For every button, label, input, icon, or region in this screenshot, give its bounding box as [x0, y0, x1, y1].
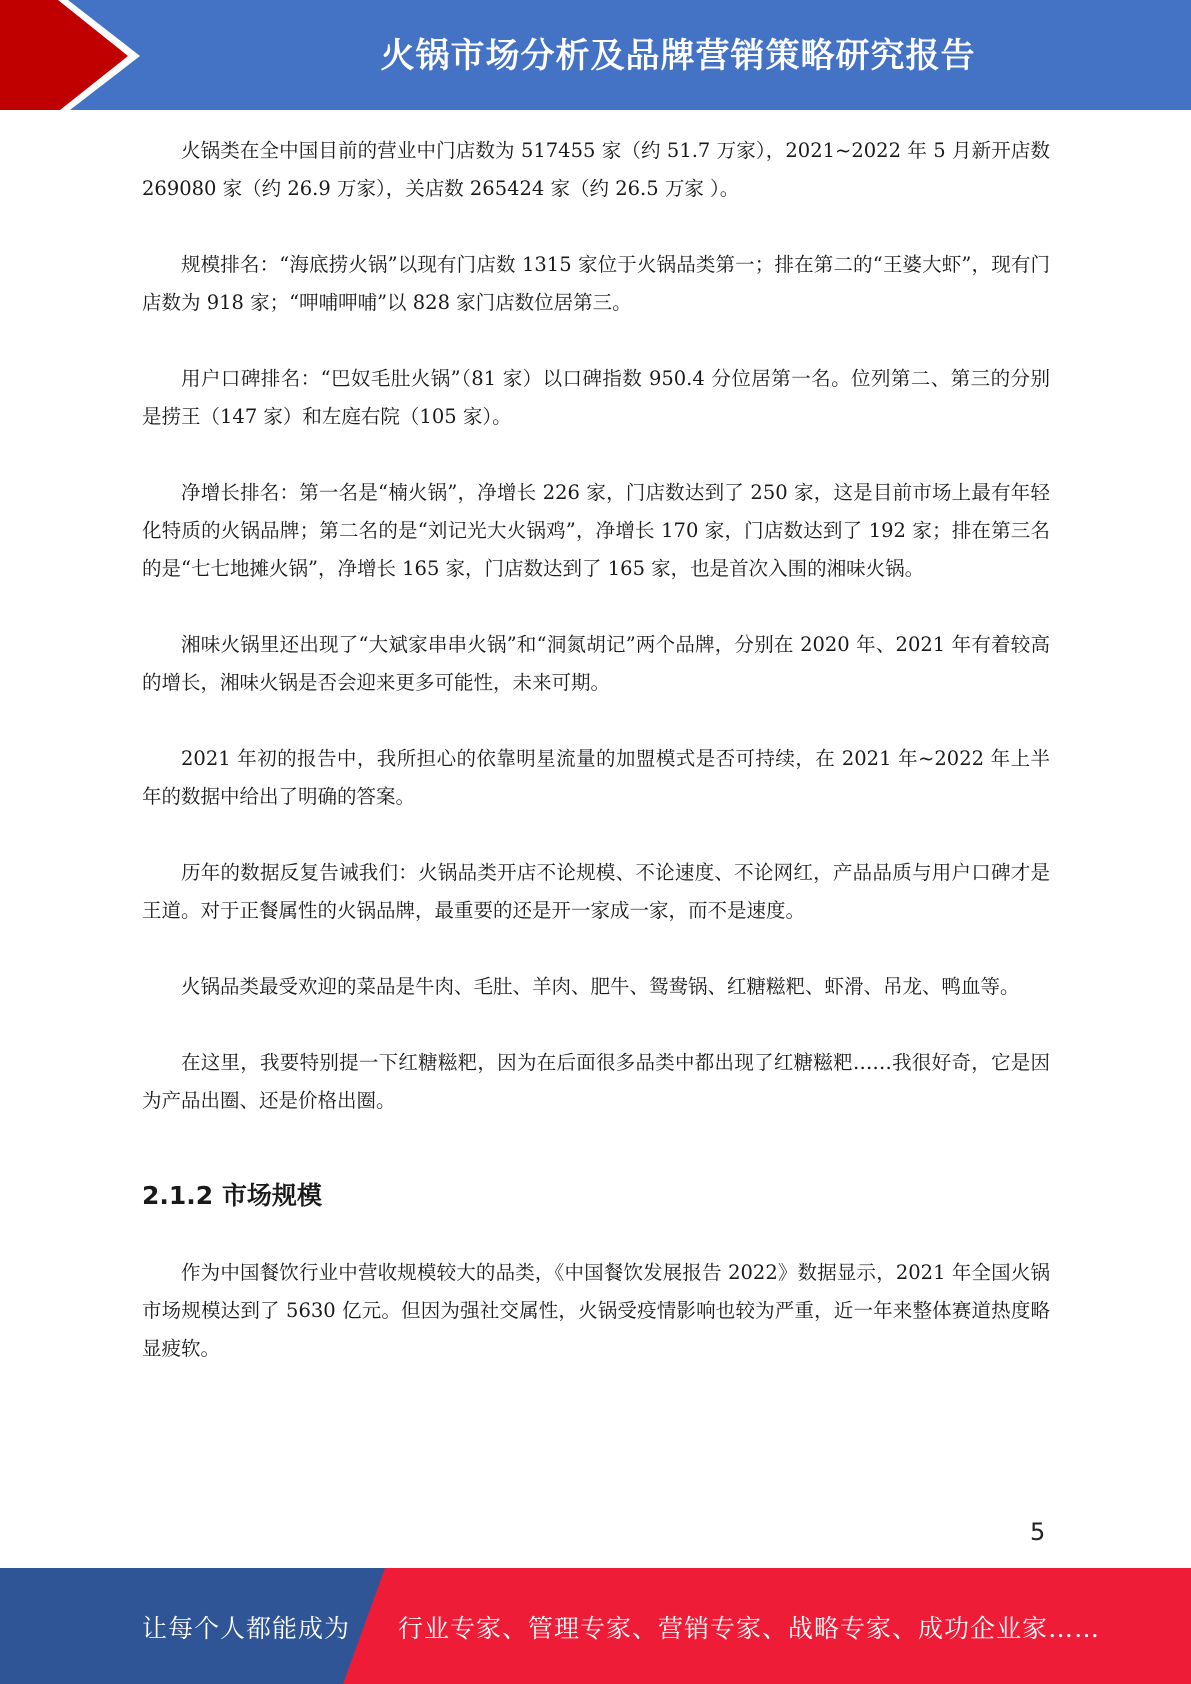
footer-slogan-left: 让每个人都能成为 — [142, 1614, 351, 1643]
paragraph-market-size: 作为中国餐饮行业中营收规模较大的品类，《中国餐饮发展报告 2022》数据显示，2021 年全国火锅市场规模达到了 5630 亿元。但因为强社交属性，火锅受疫情影响也较为严重，近一年来整体赛道热度略显疲软。 — [142, 1261, 1050, 1360]
section-heading-market-size: 2.1.2 市场规模 — [142, 1181, 322, 1210]
paragraph-franchise-model: 2021 年初的报告中，我所担心的依靠明星流量的加盟模式是否可持续，在 2021 年~2022 年上半年的数据中给出了明确的答案。 — [142, 747, 1050, 808]
footer-slogan-right: 行业专家、管理专家、营销专家、战略专家、成功企业家…… — [398, 1614, 1101, 1643]
paragraph-popular-dishes: 火锅品类最受欢迎的菜品是牛肉、毛肚、羊肉、肥牛、鸳鸯锅、红糖糍粑、虾滑、吊龙、鸭血等。 — [181, 975, 1020, 998]
paragraph-scale-ranking: 规模排名：“海底捞火锅”以现有门店数 1315 家位于火锅品类第一；排在第二的“王婆大虾”，现有门店数为 918 家；“呷哺呷哺”以 828 家门店数位居第三。 — [142, 253, 1050, 314]
paragraph-net-growth-ranking: 净增长排名：第一名是“楠火锅”，净增长 226 家，门店数达到了 250 家，这是目前市场上最有年轻化特质的火锅品牌；第二名的是“刘记光大火锅鸡”，净增长 170 家，门店数达到了 192 家；排在第三名的是“七七地摊火锅”，净增长 165 家，门店数达到了 165 家，也是首次入围的湘味火锅。 — [142, 481, 1050, 580]
paragraph-reputation-ranking: 用户口碑排名：“巴奴毛肚火锅”（81 家）以口碑指数 950.4 分位居第一名。位列第二、第三的分别是捞王（147 家）和左庭右院（105 家）。 — [142, 367, 1050, 428]
document-body — [142, 132, 1050, 1406]
paragraph-brown-sugar-cake: 在这里，我要特别提一下红糖糍粑，因为在后面很多品类中都出现了红糖糍粑……我很好奇，它是因为产品出圈、还是价格出圈。 — [142, 1051, 1050, 1112]
report-title: 火锅市场分析及品牌营销策略研究报告 — [380, 36, 976, 76]
page-header-banner — [0, 0, 1191, 110]
paragraph-hunan-hotpot: 湘味火锅里还出现了“大斌家串串火锅”和“洞氮胡记”两个品牌，分别在 2020 年、2021 年有着较高的增长，湘味火锅是否会迎来更多可能性，未来可期。 — [142, 633, 1050, 694]
page-number: 5 — [1030, 1518, 1046, 1546]
page-footer-banner — [0, 1568, 1191, 1684]
paragraph-quality-lesson: 历年的数据反复告诫我们：火锅品类开店不论规模、不论速度、不论网红，产品品质与用户口碑才是王道。对于正餐属性的火锅品牌，最重要的还是开一家成一家，而不是速度。 — [142, 861, 1050, 922]
paragraph-store-count: 火锅类在全中国目前的营业中门店数为 517455 家（约 51.7 万家），2021~2022 年 5 月新开店数 269080 家（约 26.9 万家），关店数 265424 家（约 26.5 万家 ）。 — [142, 139, 1050, 200]
